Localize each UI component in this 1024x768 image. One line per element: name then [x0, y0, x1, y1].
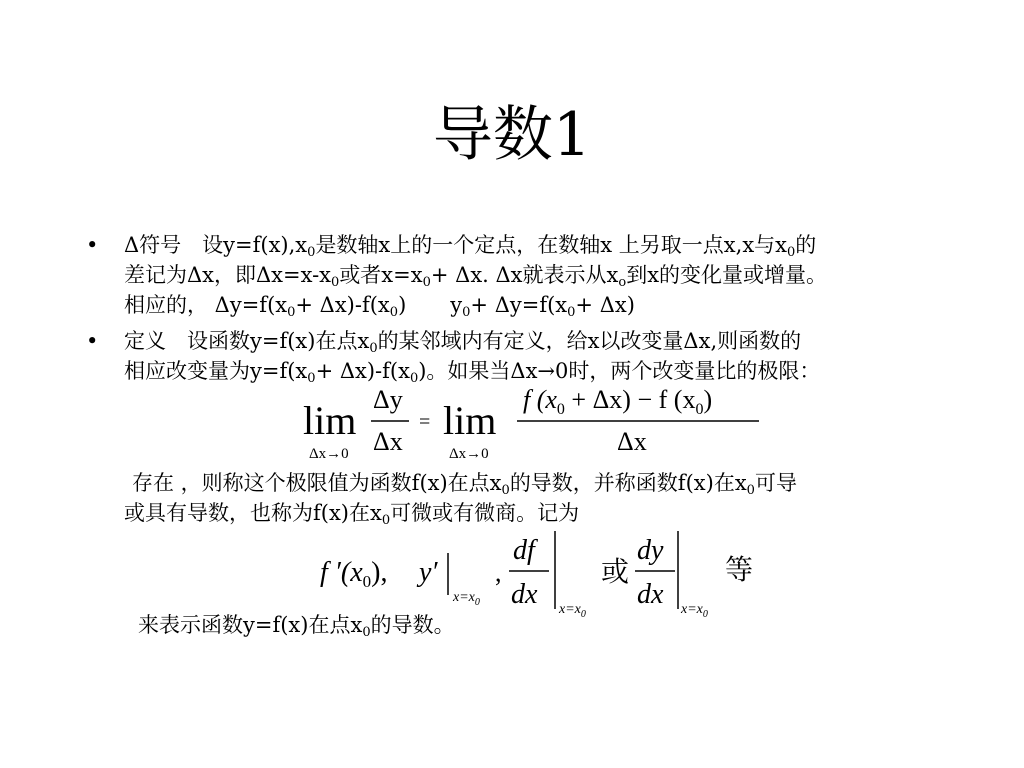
lim-subscript: Δx→0 — [449, 446, 489, 462]
bullet-line-1 — [124, 326, 940, 356]
text-run: 的导数。 — [370, 613, 455, 637]
text-run: + Δx. Δx就表示从x — [430, 263, 619, 287]
evaluation-subscript: $x=x_0$ — [559, 602, 586, 620]
bullet-item-derivative-definition — [80, 326, 940, 386]
evaluation-subscript: $x=x_0$ — [453, 590, 480, 608]
lim-subscript: Δx→0 — [309, 446, 349, 462]
bullet-marker: • — [86, 329, 99, 353]
limit-formula — [295, 378, 775, 468]
text-run: )。如果当Δx→0时，两个改变量比的极限： — [418, 359, 821, 383]
subscript: 0 — [287, 305, 296, 320]
etc-word: 等 — [725, 555, 754, 586]
subscript: 0 — [422, 275, 431, 290]
text-run: 存在 ，则称这个极限值为函数f(x)在点x — [132, 471, 502, 495]
text-run: + Δx) — [575, 293, 635, 317]
text-run: + Δy=f(x — [470, 293, 568, 317]
bullet-text — [124, 326, 940, 386]
subscript: 0 — [307, 245, 316, 260]
text-run: 可导 — [754, 471, 797, 495]
subscript: 0 — [746, 483, 755, 498]
text-run: 相应的， Δy=f(x — [124, 293, 288, 317]
text-run: 的 — [795, 233, 817, 257]
subscript: 0 — [462, 305, 471, 320]
lim-symbol: lim — [303, 398, 357, 443]
paragraph-line-1 — [132, 468, 952, 498]
subscript: 0 — [369, 341, 378, 356]
bullet-marker: • — [86, 233, 99, 257]
subscript: 0 — [567, 305, 576, 320]
derivative-notation-formula — [315, 525, 785, 620]
text-run: 的某邻域内有定义，给x以改变量Δx,则函数的 — [377, 329, 802, 353]
subscript: 0 — [409, 371, 419, 386]
bullet-item-delta-definition — [80, 230, 940, 320]
dx-denominator: dx — [637, 579, 664, 610]
text-run: ) — [398, 293, 407, 317]
df-numerator: df — [513, 535, 535, 566]
text-run: y — [450, 293, 463, 317]
y-prime-notation: y′ — [419, 557, 438, 588]
fraction-denominator: Δx — [373, 427, 403, 456]
subscript: 0 — [331, 275, 340, 290]
text-run: 是数轴x上的一个定点，在数轴x 上另取一点x,x与x — [315, 233, 788, 257]
equals-sign: = — [419, 411, 431, 433]
text-run: 差记为Δx，即Δx=x-x — [124, 263, 332, 287]
subscript: o — [618, 275, 627, 290]
bullet-line-3 — [124, 290, 940, 320]
bullet-line-2 — [124, 260, 940, 290]
text-run: Δ符号 设y=f(x),x — [124, 233, 308, 257]
subscript: 0 — [362, 625, 371, 640]
slide-title: 导数1 — [432, 100, 592, 170]
text-run: 的导数，并称函数f(x)在x — [509, 471, 747, 495]
subscript: 0 — [501, 483, 510, 498]
or-word: 或 — [601, 557, 630, 588]
existence-paragraph — [124, 468, 952, 528]
dy-numerator: dy — [637, 535, 664, 566]
text-run: 到x的变化量或增量。 — [626, 263, 828, 287]
subscript: 0 — [381, 513, 391, 528]
text-run: 定义 设函数y=f(x)在点x — [124, 329, 370, 353]
paragraph-line-2 — [124, 498, 952, 528]
text-run: 相应改变量为y=f(x — [124, 359, 308, 383]
comma: , — [495, 558, 502, 587]
fraction-numerator: Δy — [373, 385, 403, 414]
final-paragraph — [138, 610, 838, 640]
subscript: 0 — [307, 371, 316, 386]
text-run: 或具有导数，也称为f(x)在x — [124, 501, 382, 525]
text-run: 来表示函数y=f(x)在点x — [138, 613, 363, 637]
f-prime-notation: f $'(x_0)$, — [320, 557, 388, 591]
text-run: + Δx)-f(x — [315, 359, 410, 383]
subscript: 0 — [389, 305, 399, 320]
fraction-numerator: f $(x_0 + \Delta x) - f$ $(x_0)$ — [523, 385, 713, 418]
bullet-line-1 — [124, 230, 940, 260]
text-run: 可微或有微商。记为 — [390, 501, 580, 525]
lim-symbol: lim — [443, 398, 497, 443]
text-run: 或者x=x — [339, 263, 423, 287]
dx-denominator: dx — [511, 579, 538, 610]
subscript: 0 — [787, 245, 796, 260]
text-run: + Δx)-f(x — [295, 293, 390, 317]
evaluation-subscript: $x=x_0$ — [681, 602, 708, 620]
bullet-text — [124, 230, 940, 320]
fraction-denominator: Δx — [617, 427, 647, 456]
